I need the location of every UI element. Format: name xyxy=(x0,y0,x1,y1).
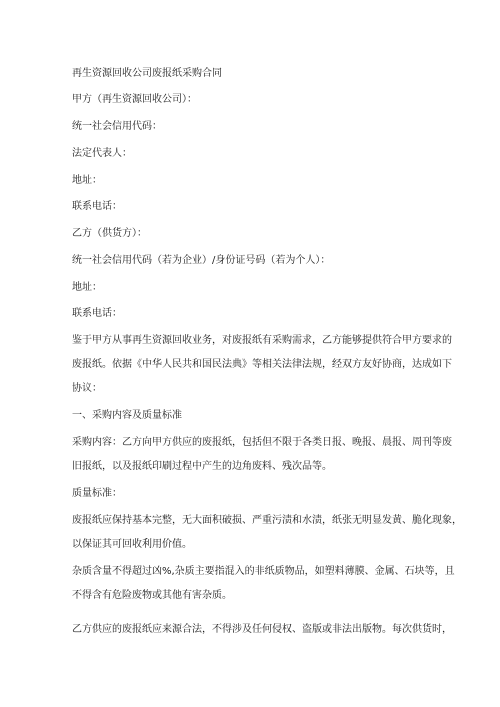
party-b-address: 地址： xyxy=(72,282,102,293)
quality-para2-line: 杂质含量不得超过凶%,杂质主要指混入的非纸质物品，如塑料薄膜、金属、石块等，且 xyxy=(72,566,455,577)
party-a-address: 地址： xyxy=(72,175,102,186)
party-b-phone: 联系电话： xyxy=(72,308,122,319)
preamble-line: 鉴于甲方从事再生资源回收业务，对废报纸有采购需求，乙方能够提供符合甲方要求的 xyxy=(72,335,452,346)
party-b-label: 乙方（供货方）： xyxy=(72,228,147,239)
document-title: 再生资源回收公司废报纸采购合同 xyxy=(72,68,222,79)
quality-para1-line: 废报纸应保持基本完整，无大面积破损、严重污渍和水渍，纸张无明显发黄、脆化现象， xyxy=(72,515,462,526)
party-a-credit-code: 统一社会信用代码： xyxy=(72,121,162,132)
section1-heading: 一、采购内容及质量标准 xyxy=(72,410,182,421)
party-a-label: 甲方（再生资源回收公司）： xyxy=(72,94,197,105)
quality-para3-line: 乙方供应的废报纸应来源合法，不得涉及任何侵权、盗版或非法出版物。每次供货时， xyxy=(72,624,452,635)
quality-heading: 质量标准： xyxy=(72,488,122,499)
purchase-content-line: 采购内容：乙方向甲方供应的废报纸，包括但不限于各类日报、晚报、晨报、周刊等废 xyxy=(72,437,452,448)
quality-para1-line: 以保证其可回收利用价值。 xyxy=(72,539,192,550)
party-a-legal-rep: 法定代表人： xyxy=(72,148,132,159)
preamble-line: 废报纸。依据《中华人民共和国民法典》等相关法律法规，经双方友好协商，达成如下 xyxy=(72,359,452,370)
purchase-content-line: 旧报纸，以及报纸印刷过程中产生的边角废料、残次品等。 xyxy=(72,461,332,472)
preamble-line: 协议： xyxy=(72,383,102,394)
party-b-id: 统一社会信用代码（若为企业）/身份证号码（若为个人）： xyxy=(72,255,331,266)
quality-para2-line: 不得含有危险废物或其他有害杂质。 xyxy=(72,590,232,601)
party-a-phone: 联系电话： xyxy=(72,201,122,212)
